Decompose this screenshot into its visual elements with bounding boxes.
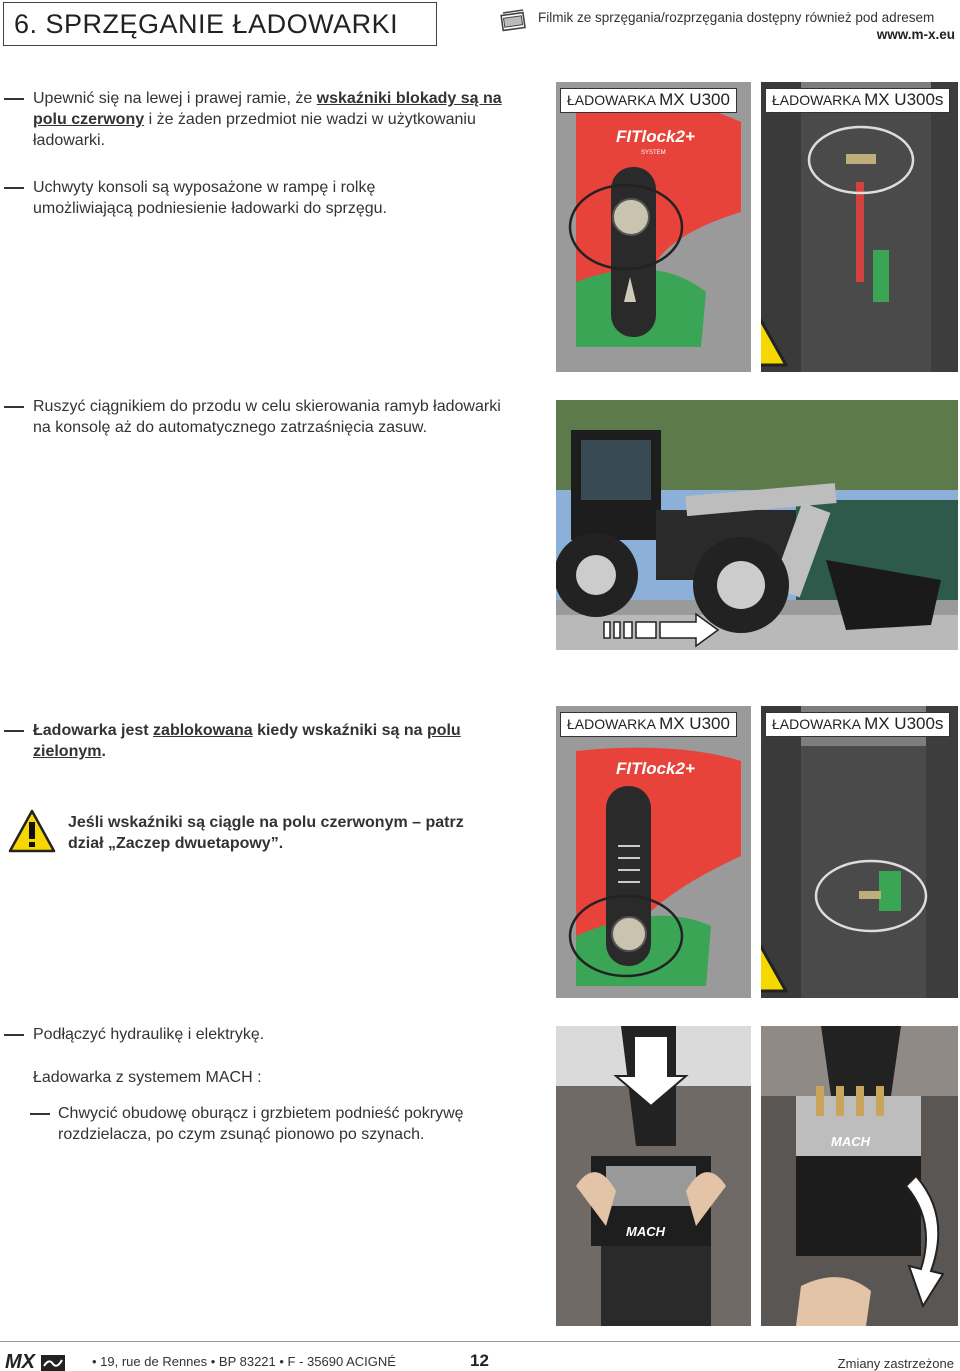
footer-rule bbox=[0, 1341, 960, 1342]
label-model: MX U300s bbox=[864, 714, 944, 733]
instruction-lift-cover: Chwycić obudowę oburącz i grzbietem podnieść pokrywę rozdzielacza, po czym zsunąć pionowo po szynach. bbox=[58, 1105, 464, 1143]
photo-u300s-green-indicator bbox=[761, 706, 958, 998]
mach-logo: MACH bbox=[831, 1134, 870, 1149]
photo-u300-green-indicator bbox=[556, 706, 751, 998]
photo-mach-hands bbox=[556, 1026, 751, 1326]
mx-logo-text: MX bbox=[5, 1351, 35, 1371]
footer-address: • 19, rue de Rennes • BP 83221 • F - 35690 ACIGNÉ bbox=[92, 1354, 396, 1369]
label-model: MX U300s bbox=[864, 90, 944, 109]
mx-logo bbox=[5, 1351, 65, 1371]
bullet-dash bbox=[4, 187, 24, 189]
fitlock-logo: FITlock2+ bbox=[616, 759, 695, 778]
label-model: MX U300 bbox=[659, 714, 730, 733]
text-span: Upewnić się na lewej i prawej ramie, że bbox=[33, 90, 317, 107]
warning-icon bbox=[761, 300, 789, 368]
instruction-locked-green bbox=[33, 720, 513, 762]
warning-text: Jeśli wskaźniki są ciągle na polu czerwonym – patrz dział „Zaczep dwuetapowy”. bbox=[68, 814, 464, 852]
emphasis-locked: zablokowana bbox=[153, 722, 253, 739]
photo-u300s-red-indicator bbox=[761, 82, 958, 372]
video-note-text: Filmik ze sprzęgania/rozprzęgania dostępny również pod adresem bbox=[538, 10, 935, 25]
photo-label-u300 bbox=[560, 712, 737, 737]
emphasis-green-field: polu zielonym bbox=[33, 722, 461, 760]
photo-tractor-loader bbox=[556, 400, 958, 650]
label-model: MX U300 bbox=[659, 90, 730, 109]
section-title-box bbox=[3, 2, 437, 46]
text-span: kiedy wskaźniki są na bbox=[252, 722, 427, 739]
photo-mach-slide bbox=[761, 1026, 958, 1326]
photo-label-u300 bbox=[560, 88, 737, 113]
label-prefix: ŁADOWARKA bbox=[567, 716, 656, 732]
instruction-console-ramp: Uchwyty konsoli są wyposażone w rampę i rolkę umożliwiającą podniesienie ładowarki do sprzęgu. bbox=[33, 179, 387, 217]
mach-system-heading: Ładowarka z systemem MACH : bbox=[33, 1069, 262, 1086]
instruction-drive-forward: Ruszyć ciągnikiem do przodu w celu skierowania ramyb ładowarki na konsolę aż do automatycznego zatrzaśnięcia zasuw. bbox=[33, 398, 501, 436]
footer-rights: Zmiany zastrzeżone bbox=[837, 1356, 954, 1371]
photo-label-u300s bbox=[765, 712, 950, 737]
bullet-dash bbox=[4, 406, 24, 408]
label-prefix: ŁADOWARKA bbox=[772, 92, 861, 108]
bullet-dash bbox=[4, 98, 24, 100]
page-number: 12 bbox=[470, 1351, 489, 1370]
label-prefix: ŁADOWARKA bbox=[772, 716, 861, 732]
video-icon bbox=[500, 8, 528, 32]
fitlock-logo: FITlock2+ bbox=[616, 127, 695, 146]
bullet-dash bbox=[30, 1113, 50, 1115]
warning-icon bbox=[7, 808, 57, 854]
label-prefix: ŁADOWARKA bbox=[567, 92, 656, 108]
bullet-dash bbox=[4, 1034, 24, 1036]
fitlock-logo-sub: SYSTEM bbox=[641, 150, 666, 156]
photo-label-u300s bbox=[765, 88, 950, 113]
warning-icon bbox=[761, 926, 789, 994]
video-url-link[interactable]: www.m-x.eu bbox=[876, 27, 955, 42]
emphasis-red-field: wskaźniki blokady są na polu czerwony bbox=[33, 90, 502, 128]
mach-logo: MACH bbox=[626, 1224, 665, 1239]
text-span: . bbox=[101, 743, 106, 760]
section-title: 6. SPRZĘGANIE ŁADOWARKI bbox=[14, 9, 399, 39]
text-span: Ładowarka jest bbox=[33, 722, 154, 739]
photo-u300-red-indicator bbox=[556, 82, 751, 372]
bullet-dash bbox=[4, 730, 24, 732]
instruction-check-indicators bbox=[33, 88, 503, 151]
text-span: i że żaden przedmiot nie wadzi w użytkowaniu ładowarki. bbox=[33, 111, 476, 149]
instruction-connect-hydraulics: Podłączyć hydraulikę i elektrykę. bbox=[33, 1026, 265, 1043]
mx-wave-icon bbox=[41, 1355, 65, 1371]
